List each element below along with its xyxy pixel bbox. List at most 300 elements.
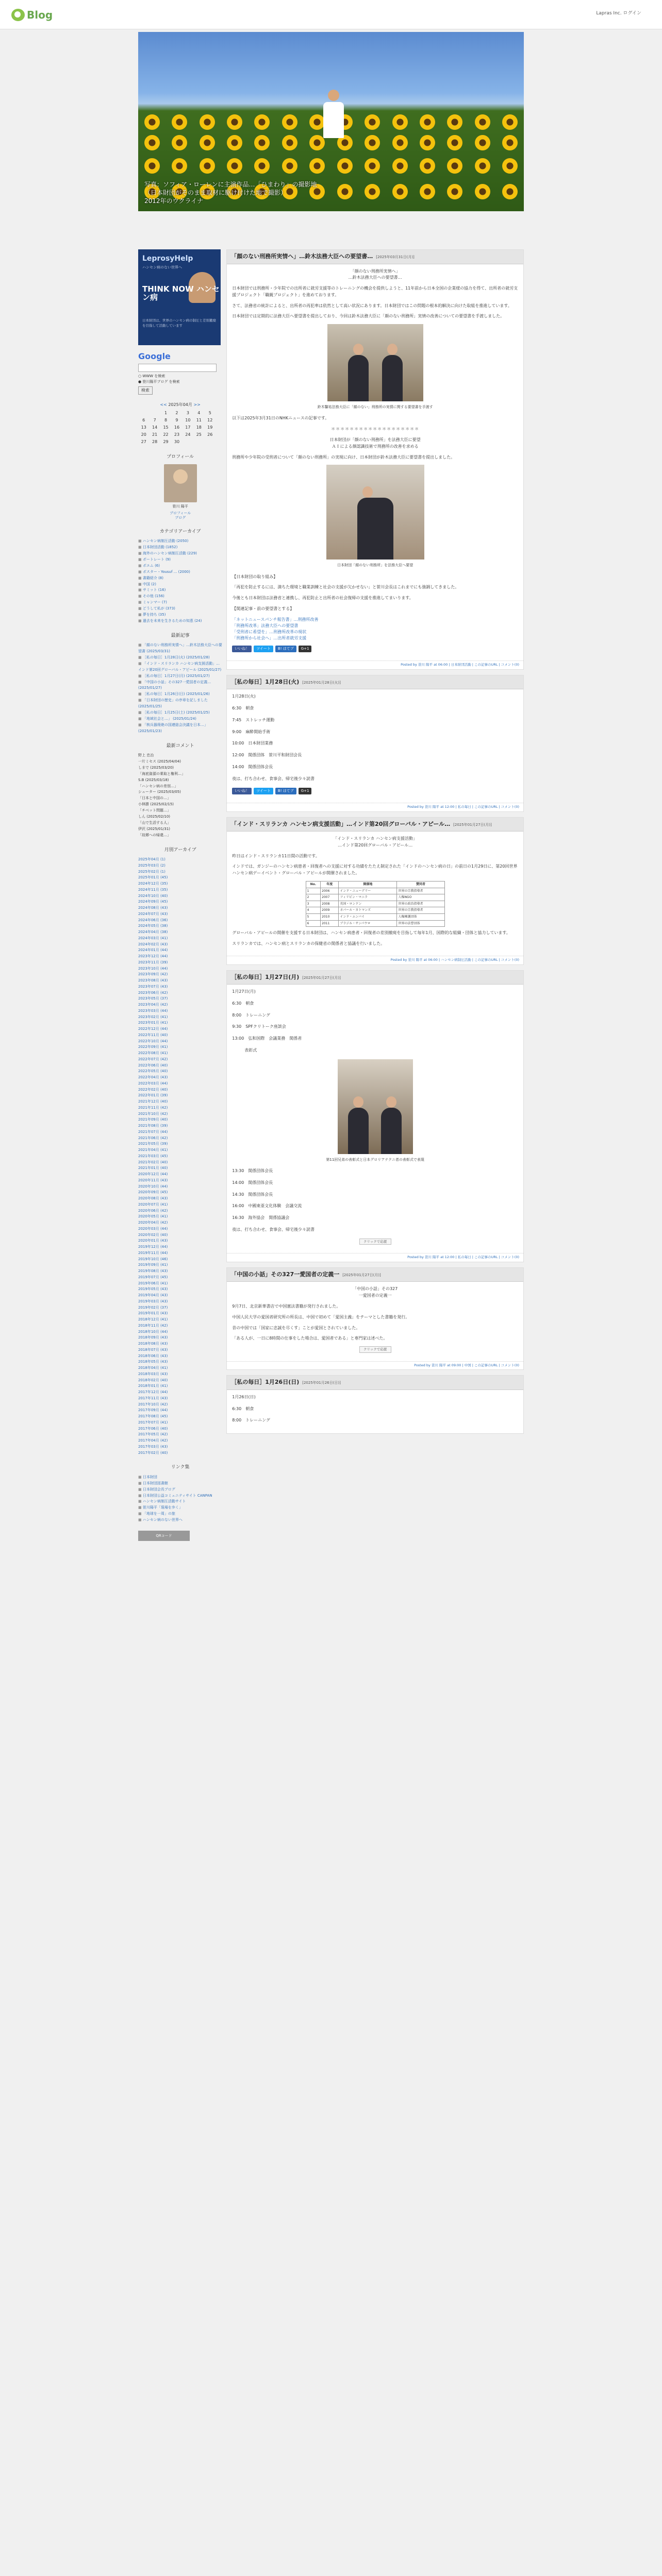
search-button[interactable]: 検索: [138, 386, 153, 395]
profile-section: [138, 454, 222, 520]
blog-logo[interactable]: [11, 7, 53, 23]
archive-item[interactable]: 2022年03月 (44): [138, 1081, 168, 1086]
post-date: [2025年01月27日(月)]: [302, 975, 341, 980]
sunflower-icon: [254, 158, 270, 174]
sunflower-icon: [337, 184, 353, 199]
category-item[interactable]: ■ サミット (16): [138, 587, 222, 594]
archive-item[interactable]: 2024年04月 (38): [138, 930, 168, 935]
post-paragraph: インドでは、ガンジーのハンセン病患者・回復者への支援に対する功績をたたえ制定された「インドのハンセン病の日」の前日の1月29日に、第20回世界ハンセン病デーイベント・グローバル・アピールが開催されました。: [232, 864, 518, 876]
site-header: [0, 0, 662, 29]
archive-item[interactable]: 2021年05月 (39): [138, 1142, 168, 1146]
category-item[interactable]: ■ ハンセン病制圧活動 (2050): [138, 538, 222, 545]
archive-item[interactable]: 2019年01月 (43): [138, 1311, 168, 1316]
search-options: [138, 374, 222, 384]
archive-item[interactable]: 2019年02月 (37): [138, 1305, 168, 1310]
archive-item[interactable]: 2022年08月 (41): [138, 1051, 168, 1056]
support-click-button[interactable]: クリックで応援: [359, 1346, 391, 1352]
category-item[interactable]: ■ 海外のハンセン病制圧活動 (229): [138, 551, 222, 557]
archive-item[interactable]: 2017年11月 (43): [138, 1396, 168, 1400]
post-title[interactable]: 「顔のない刑務所実情へ」…鈴木法務大臣への要望書… [2025年03月31日(月)]: [227, 250, 523, 264]
archive-item[interactable]: 2022年12月 (44): [138, 1027, 168, 1031]
archive-item[interactable]: 2021年12月 (40): [138, 1099, 168, 1104]
calendar: [138, 402, 222, 446]
archive-item[interactable]: 2021年07月 (44): [138, 1129, 168, 1134]
category-item[interactable]: ■ どうして私が (373): [138, 606, 222, 612]
sunflower-icon: [337, 158, 353, 174]
comment-item[interactable]: 小林勝 (2025/02/15): [138, 802, 174, 807]
recent-post-link[interactable]: ■ 「インド・スリランカ ハンセン病支援活動」…インド第20回グローバル・アピール (2025/01/27): [138, 661, 222, 673]
sunflower-icon: [200, 114, 215, 130]
archive-item[interactable]: 2020年07月 (41): [138, 1202, 168, 1207]
sunflower-icon: [392, 114, 408, 130]
search-input[interactable]: [138, 364, 217, 372]
photo-caption: 第11回兄弟の表彰式と日本グロリアテクニ者の表彰式で表現: [326, 1157, 424, 1162]
link-item[interactable]: ■ ハンセン病のない世界へ: [138, 1517, 222, 1523]
sunflower-icon: [475, 158, 490, 174]
hatena-button[interactable]: B! はてブ: [275, 646, 296, 652]
calendar-prev[interactable]: <<: [160, 402, 167, 407]
blog-post: [226, 1267, 524, 1370]
sunflower-icon: [172, 158, 187, 174]
sunflower-icon: [144, 158, 160, 174]
archive-item[interactable]: 2023年07月 (43): [138, 984, 168, 989]
archive-item[interactable]: 2023年10月 (44): [138, 966, 168, 971]
schedule-item: 13:30 関係団体会長: [232, 1168, 273, 1174]
monthly-archive: [138, 847, 222, 1456]
archive-item[interactable]: 2019年08月 (43): [138, 1269, 168, 1274]
archive-item[interactable]: 2019年06月 (41): [138, 1281, 168, 1285]
archive-item[interactable]: 2023年05月 (37): [138, 996, 168, 1001]
archive-item[interactable]: 2025年02月 (1): [138, 869, 166, 874]
calendar-week: 20 21 22 23 24 25 26: [141, 432, 213, 437]
category-item[interactable]: ■ ミャンマー (7): [138, 600, 222, 606]
leprosy-banner[interactable]: [138, 249, 221, 345]
archive-heading: 月別アーカイブ: [164, 847, 196, 853]
category-item[interactable]: ■ 夢を持ち (35): [138, 612, 222, 618]
archive-item[interactable]: 2017年09月 (44): [138, 1408, 168, 1413]
archive-item[interactable]: 2023年06月 (42): [138, 990, 168, 995]
archive-item[interactable]: 2018年10月 (44): [138, 1329, 168, 1334]
share-bar: [232, 788, 518, 794]
archive-item[interactable]: 2018年07月 (43): [138, 1347, 168, 1352]
archive-item[interactable]: 2019年07月 (45): [138, 1275, 168, 1279]
archive-item[interactable]: 2024年11月 (35): [138, 887, 168, 892]
sunflower-icon: [227, 135, 242, 150]
archive-item[interactable]: 2018年01月 (41): [138, 1384, 168, 1388]
facebook-like-button[interactable]: いいね！: [232, 646, 252, 652]
post-footer[interactable]: Posted by 笹川 陽平 at 12:00 | 私の毎日 | この記事のURL | コメント(0): [227, 803, 523, 811]
comment-item[interactable]: しん (2025/02/10): [138, 815, 171, 819]
archive-item[interactable]: 2018年04月 (41): [138, 1366, 168, 1370]
sunflower-icon: [282, 158, 297, 174]
archive-item[interactable]: 2018年12月 (41): [138, 1317, 168, 1322]
post-paragraph: グローバル・アピールの開催を支援する日本財団は、ハンセン病患者・回復者の差別撤廃を目指して毎年1月、国際的な組織・団体と協力しています。: [232, 930, 510, 936]
archive-item[interactable]: 2020年01月 (43): [138, 1239, 168, 1243]
radio-www-icon[interactable]: ○: [138, 374, 142, 378]
archive-item[interactable]: 2024年08月 (43): [138, 906, 168, 910]
archive-item[interactable]: 2017年05月 (42): [138, 1432, 168, 1437]
archive-item[interactable]: 2020年09月 (45): [138, 1190, 168, 1195]
calendar-week: 6 7 8 9 10 11 12: [142, 418, 213, 422]
recent-post-link[interactable]: ■ ［私の毎日］1月25日(土) (2025/01/25): [138, 710, 222, 716]
recent-post-link[interactable]: ■ ［私の毎日］1月27日(月) (2025/01/27): [138, 673, 222, 680]
category-item[interactable]: ■ 書籍紹介 (8): [138, 575, 222, 582]
hatena-button[interactable]: B! はてブ: [275, 788, 296, 794]
archive-item[interactable]: 2023年11月 (39): [138, 960, 168, 964]
profile-links[interactable]: プロフィール ブログ: [169, 511, 191, 520]
archive-item[interactable]: 2023年09月 (42): [138, 972, 168, 977]
related-links[interactable]: 「ネットニュースパンチ報告書」…刑務所改善 「刑務所改革」法務大臣への要望書 「受刑者に希望を」…刑務所改革の現状 「刑務所から社会へ」…出所者就労支援: [232, 617, 319, 640]
schedule-item: 夜は、打ち合わせ、食事会、帰宅後少々読書: [232, 776, 315, 781]
schedule-item: 6:30 朝食: [232, 706, 254, 711]
schedule-item: 14:30 関係団体会長: [232, 1192, 273, 1197]
tweet-button[interactable]: ツイート: [254, 646, 273, 652]
archive-item[interactable]: 2019年10月 (46): [138, 1257, 168, 1261]
archive-list: [138, 857, 222, 1456]
archive-item[interactable]: 2020年04月 (42): [138, 1221, 168, 1225]
archive-item[interactable]: 2024年09月 (45): [138, 900, 168, 904]
link-item[interactable]: ■ 「地球を一周」の旅: [138, 1511, 222, 1517]
archive-item[interactable]: 2022年05月 (40): [138, 1069, 168, 1074]
share-bar: [232, 646, 518, 652]
recent-post-link[interactable]: ■ 「日本財団の歴史」の序章を記しました (2025/01/25): [138, 698, 222, 710]
archive-item[interactable]: 2021年03月 (45): [138, 1154, 168, 1158]
calendar-header: [138, 402, 222, 408]
post-footer[interactable]: Posted by 笹川 陽平 at 12:00 | 私の毎日 | この記事のURL | コメント(0): [227, 1253, 523, 1262]
sunflower-icon: [282, 114, 297, 130]
category-item[interactable]: ■ その他 (156): [138, 594, 222, 600]
link-item[interactable]: ■ 日本財団会長ブログ: [138, 1487, 222, 1493]
archive-item[interactable]: 2019年11月 (44): [138, 1250, 168, 1255]
archive-item[interactable]: 2024年03月 (41): [138, 936, 168, 940]
sunflower-icon: [420, 158, 435, 174]
archive-item[interactable]: 2023年12月 (44): [138, 954, 168, 959]
sunflower-icon: [420, 114, 435, 130]
schedule-date: 1月27日(月): [232, 989, 256, 994]
comments-heading: 最新コメント: [166, 743, 194, 749]
blog-post: [226, 970, 524, 1262]
sidebar: [138, 249, 226, 1541]
post-title[interactable]: ［私の毎日］1月26日(日) [2025年01月26日(日)]: [227, 1376, 523, 1390]
banner-headline: THINK NOW ハンセン病: [142, 284, 220, 302]
archive-item[interactable]: 2017年03月 (43): [138, 1444, 168, 1449]
calendar-title: 2025年04月: [168, 402, 192, 407]
comment-item[interactable]: 「山で生活する人」: [138, 820, 171, 825]
comment-item[interactable]: 一片ミセス (2025/04/04): [138, 759, 181, 764]
archive-item[interactable]: 2023年03月 (44): [138, 1008, 168, 1013]
post-title[interactable]: ［私の毎日］1月27日(月) [2025年01月27日(月)]: [227, 971, 523, 985]
archive-item[interactable]: 2021年11月 (42): [138, 1105, 168, 1110]
archive-item[interactable]: 2024年01月 (44): [138, 948, 168, 953]
archive-item[interactable]: 2024年02月 (43): [138, 942, 168, 946]
sunflower-icon: [227, 158, 242, 174]
post-title[interactable]: 「インド・スリランカ ハンセン病支援活動」…インド第20回グローバル・アピール… [2025年01月27日(月)]: [227, 818, 523, 832]
calendar-week: 13 14 15 16 17 18 19: [141, 425, 213, 430]
recent-post-link[interactable]: ■ 「地域社会と…」 (2025/01/24): [138, 716, 222, 722]
post-footer[interactable]: Posted by 笹川 陽平 at 09:00 | 中国 | この記事のURL | コメント(0): [227, 1361, 523, 1370]
archive-item[interactable]: 2024年06月 (36): [138, 918, 168, 922]
link-item[interactable]: ■ 日本財団: [138, 1475, 222, 1481]
google-search: [138, 350, 222, 395]
schedule-item: 表彰式: [232, 1048, 257, 1053]
archive-item[interactable]: 2025年01月 (45): [138, 875, 168, 880]
archive-item[interactable]: 2017年12月 (44): [138, 1390, 168, 1395]
archive-item[interactable]: 2017年08月 (45): [138, 1414, 168, 1419]
recent-post-link[interactable]: ■ ［私の毎日］1月28日(火) (2025/01/28): [138, 655, 222, 661]
post-date: [2025年01月27日(月)]: [453, 822, 492, 827]
schedule-item: 14:00 関係団体会長: [232, 1180, 273, 1185]
archive-item[interactable]: 2017年04月 (42): [138, 1438, 168, 1443]
archive-item[interactable]: 2022年06月 (40): [138, 1063, 168, 1067]
post-photo: [327, 324, 423, 401]
link-item[interactable]: ■ ハンセン病制圧活動サイト: [138, 1499, 222, 1505]
sunflower-icon: [392, 135, 408, 150]
sunflower-icon: [144, 135, 160, 150]
archive-item[interactable]: 2019年12月 (44): [138, 1245, 168, 1249]
archive-item[interactable]: 2017年10月 (42): [138, 1402, 168, 1406]
photo-caption: 日本財団「顔のない刑務所」を法務大臣へ要望: [337, 563, 413, 568]
archive-item[interactable]: 2018年03月 (43): [138, 1371, 168, 1376]
post-paragraph: さて、法務省の統計によると、出所者の再犯率は依然として高い状況にあります。日本財団ではこの問題の根本的解決に向けた取組を推進しています。: [232, 303, 512, 308]
schedule-date: 1月26日(日): [232, 1394, 256, 1399]
archive-item[interactable]: 2023年01月 (41): [138, 1021, 168, 1025]
recent-posts: [138, 633, 222, 735]
schedule-item: 14:00 関係団体会長: [232, 765, 273, 770]
post-footer[interactable]: Posted by 笹川 陽平 at 06:00 | 日本財団活動 | この記事のURL | コメント(0): [227, 660, 523, 669]
banner-note: 日本財団は、世界のハンセン病の制圧と差別撤廃を目指して活動しています: [142, 318, 216, 328]
comment-item[interactable]: 「チベット問題…」: [138, 808, 171, 813]
hero-caption-line: （日本財団がそのまま取材に駆け付けた地で撮影）: [144, 189, 287, 197]
hero-caption-line: 2012年のウクライナ: [144, 197, 204, 205]
sunflower-icon: [447, 114, 462, 130]
photo-caption: 鈴木馨祐法務大臣に「顔のない」刑務所の実情に関する要望書を手渡す: [317, 405, 433, 410]
archive-item[interactable]: 2020年02月 (40): [138, 1232, 168, 1237]
sunflower-icon: [172, 114, 187, 130]
sunflower-icon: [365, 184, 380, 199]
blog-post: [226, 675, 524, 812]
archive-item[interactable]: 2020年08月 (43): [138, 1196, 168, 1201]
table-row: 2 2007 フィリピン・マニラ 人権NGO: [306, 894, 444, 901]
post-paragraph: 9月7日、北京新華書店で中国憲法書籍が発行されました。: [232, 1304, 341, 1309]
archive-item[interactable]: 2024年12月 (35): [138, 882, 168, 886]
category-item[interactable]: ■ ポエム (6): [138, 563, 222, 569]
category-item[interactable]: ■ 過去を未来を生きるための知恵 (24): [138, 618, 222, 624]
post-paragraph: 【日本財団の取り組み】: [232, 574, 278, 579]
post-footer[interactable]: Posted by 笹川 陽平 at 06:00 | ハンセン病制圧活動 | この記事のURL | コメント(0): [227, 956, 523, 964]
recent-post-link[interactable]: ■ 「顔のない刑務所実情へ」…鈴木法務大臣への要望書 (2025/03/31): [138, 642, 222, 655]
archive-item[interactable]: 2020年03月 (44): [138, 1226, 168, 1231]
post-body: [227, 832, 523, 956]
recent-post-link[interactable]: ■ ［私の毎日］1月26日(日) (2025/01/26): [138, 691, 222, 698]
archive-item[interactable]: 2021年02月 (40): [138, 1160, 168, 1164]
post-lead: 「インド・スリランカ ハンセン病支援活動」 …インド第20回グローバル・アピール…: [333, 836, 417, 848]
sunflower-icon: [365, 135, 380, 150]
google-logo: Google: [138, 351, 171, 361]
sunflower-icon: [475, 135, 490, 150]
link-item[interactable]: ■ 日本財団公益コミュニティサイト CANPAN: [138, 1493, 222, 1499]
archive-item[interactable]: 2021年09月 (40): [138, 1117, 168, 1122]
post-lead: 「顔のない刑務所実情へ」 …鈴木法務大臣への要望書…: [348, 268, 402, 280]
archive-item[interactable]: 2022年11月 (40): [138, 1032, 168, 1037]
main-content: [226, 249, 524, 1541]
archive-item[interactable]: 2025年03月 (2): [138, 863, 166, 868]
avatar[interactable]: [164, 464, 197, 502]
schedule-item: 7:45 ストレッチ運動: [232, 717, 275, 722]
sunflower-icon: [282, 135, 297, 150]
schedule-item: 夜は、打ち合わせ、食事会、帰宅後少々読書: [232, 1227, 315, 1232]
data-table: [306, 881, 445, 927]
link-item[interactable]: ■ 日本財団図書館: [138, 1481, 222, 1487]
sunflower-icon: [502, 135, 518, 150]
post-lead: 「中国の小話」その327 一愛国者の定義一: [352, 1286, 398, 1298]
archive-item[interactable]: 2019年03月 (43): [138, 1299, 168, 1303]
archive-item[interactable]: 2018年05月 (43): [138, 1360, 168, 1364]
calendar-next[interactable]: >>: [193, 402, 201, 407]
archive-item[interactable]: 2020年10月 (44): [138, 1184, 168, 1189]
archive-item[interactable]: 2024年10月 (40): [138, 893, 168, 898]
archive-item[interactable]: 2018年02月 (40): [138, 1378, 168, 1382]
post-date: [2025年03月31日(月)]: [376, 255, 415, 259]
tweet-button[interactable]: ツイート: [254, 788, 273, 794]
archive-item[interactable]: 2018年06月 (43): [138, 1353, 168, 1358]
post-photo: [338, 1059, 413, 1154]
archive-item[interactable]: 2022年09月 (41): [138, 1045, 168, 1049]
support-click-button[interactable]: クリックで応援: [359, 1239, 391, 1245]
archive-item[interactable]: 2017年07月 (41): [138, 1420, 168, 1425]
category-item[interactable]: ■ ポスター・Yousuf ... (2000): [138, 569, 222, 575]
search-option-www: WWW を検索: [142, 374, 166, 378]
gplus-button[interactable]: G+1: [299, 788, 312, 794]
sidebar-badge[interactable]: QRコード: [138, 1531, 190, 1541]
profile-name: 笹川 陽平: [172, 504, 188, 509]
archive-item[interactable]: 2019年09月 (41): [138, 1263, 168, 1267]
radio-blog-icon[interactable]: ●: [138, 379, 142, 384]
search-option-blog: 笹川陽平ブログ を検索: [142, 379, 180, 384]
logo-mark-icon: [11, 9, 25, 21]
schedule-item: 8:00 トレーニング: [232, 1012, 271, 1018]
recent-comments: [138, 743, 222, 839]
hero-caption: [144, 180, 317, 206]
archive-item[interactable]: 2022年01月 (39): [138, 1093, 168, 1098]
archive-item[interactable]: 2020年12月 (44): [138, 1172, 168, 1177]
archive-item[interactable]: 2022年10月 (44): [138, 1039, 168, 1043]
archive-item[interactable]: 2017年06月 (40): [138, 1426, 168, 1431]
post-photo: [326, 465, 424, 560]
post-paragraph: 昨日はインド・スリランカ11日間の活動です。: [232, 853, 320, 858]
post-date: [2025年01月28日(火)]: [302, 680, 341, 685]
sunflower-icon: [392, 158, 408, 174]
archive-item[interactable]: 2020年11月 (43): [138, 1178, 168, 1182]
archive-item[interactable]: 2018年08月 (43): [138, 1342, 168, 1346]
category-item[interactable]: ■ ポートレート (9): [138, 557, 222, 563]
sunflower-icon: [254, 135, 270, 150]
archive-item[interactable]: 2025年04月 (1): [138, 857, 166, 862]
links-heading: リンク集: [171, 1465, 190, 1470]
recent-list: [138, 642, 222, 734]
page-container: [138, 32, 524, 1541]
archive-item[interactable]: 2022年04月 (43): [138, 1075, 168, 1080]
archive-item[interactable]: 2023年04月 (42): [138, 1003, 168, 1007]
sunflower-icon: [420, 135, 435, 150]
schedule-item: 8:00 トレーニング: [232, 1418, 271, 1423]
archive-item[interactable]: 2024年07月 (43): [138, 911, 168, 916]
post-divider: ＊＊＊＊＊＊＊＊＊＊＊＊＊＊＊＊＊＊＊: [331, 427, 420, 432]
post-paragraph: 刑務所や少年院の受刑者について「顔のない刑務所」の実現に向け、日本財団が鈴木法務大臣に要望書を提出しました。: [232, 454, 455, 460]
table-row: 4 2009 ネパール・カトマンズ 世界の宗教指導者: [306, 907, 444, 914]
facebook-like-button[interactable]: いいね！: [232, 788, 252, 794]
schedule-item: 10:00 日本財団業務: [232, 741, 273, 746]
recent-post-link[interactable]: ■ 「中国の小話」その327一愛国者の定義… (2025/01/27): [138, 680, 222, 692]
calendar-week: 27 28 29 30: [141, 439, 180, 444]
blog-post: [226, 817, 524, 965]
archive-item[interactable]: 2017年02月 (40): [138, 1450, 168, 1455]
archive-item[interactable]: 2020年05月 (41): [138, 1214, 168, 1219]
table-row: 3 2008 英国・ロンドン 世界の政治指導者: [306, 901, 444, 907]
comment-item[interactable]: 「故郷への帰還…」: [138, 833, 171, 837]
archive-item[interactable]: 2020年06月 (42): [138, 1208, 168, 1213]
link-item[interactable]: ■ 笹川陽平「現場を歩く」: [138, 1505, 222, 1511]
comment-item[interactable]: シューター (2025/03/05): [138, 790, 181, 794]
category-item[interactable]: ■ 日本財団活動 (1852): [138, 545, 222, 551]
post-paragraph: 今後とも日本財団は法務省と連携し、再犯防止と出所者の社会復帰の支援を推進してまいります。: [232, 596, 413, 601]
archive-item[interactable]: 2023年02月 (41): [138, 1014, 168, 1019]
related-heading: 【関連記事・前の要望書とする】: [232, 606, 294, 612]
sunflower-icon: [447, 135, 462, 150]
links-section: [138, 1464, 222, 1523]
archive-item[interactable]: 2019年05月 (43): [138, 1287, 168, 1292]
post-paragraph: 「再犯を防止するには、満ちた環境と職業訓練と社会の支援が欠かせない」と笹川会長はこれまでにも強調してきました。: [232, 585, 459, 590]
post-paragraph: 中国人民大学の愛国者研究所の所長は、中国で初めて「愛国主義」をテーマとした書籍を発行。: [232, 1314, 410, 1319]
post-title[interactable]: 「中国の小話」その327一愛国者の定義一 [2025年01月27日(月)]: [227, 1268, 523, 1282]
recent-post-link[interactable]: ■ 「核兵器廃絶の国連総会決議を日本…」 (2025/01/23): [138, 722, 222, 735]
archive-item[interactable]: 2023年08月 (43): [138, 978, 168, 983]
post-title[interactable]: ［私の毎日］1月28日(火) [2025年01月28日(火)]: [227, 675, 523, 690]
comment-item[interactable]: 「ハンセン病の差別…」: [138, 784, 178, 788]
archive-item[interactable]: 2024年05月 (38): [138, 924, 168, 928]
archive-item[interactable]: 2021年08月 (39): [138, 1124, 168, 1128]
archive-item[interactable]: 2021年04月 (41): [138, 1148, 168, 1153]
post-paragraph: 以下は2025年3月31日のNHKニュースの記事です。: [232, 416, 329, 421]
sunflower-icon: [200, 135, 215, 150]
archive-item[interactable]: 2021年06月 (42): [138, 1136, 168, 1140]
calendar-grid: [138, 410, 216, 446]
hero-caption-line: 写真：ソフィア・ローレンに主演作品…「ひまわり」の撮影地: [144, 181, 317, 188]
archive-item[interactable]: 2021年10月 (42): [138, 1111, 168, 1116]
comment-item[interactable]: 野上 忠治: [138, 753, 154, 758]
archive-item[interactable]: 2018年11月 (42): [138, 1323, 168, 1328]
comment-item[interactable]: 伊沢 (2025/01/31): [138, 826, 171, 831]
hero-person: [320, 90, 347, 151]
table-row: 1 2006 インド・ニューデリー 世界の宗教指導者: [306, 888, 444, 894]
archive-item[interactable]: 2022年07月 (42): [138, 1057, 168, 1061]
archive-item[interactable]: 2022年02月 (40): [138, 1087, 168, 1092]
comment-item[interactable]: 「日本と中国の…」: [138, 796, 171, 801]
comment-item[interactable]: S.B (2025/03/18): [138, 777, 169, 782]
link-list: [138, 1475, 222, 1523]
top-nav[interactable]: Lapras Inc. ログイン: [596, 11, 641, 16]
sunflower-icon: [447, 184, 462, 199]
category-item[interactable]: ■ 中国 (2): [138, 582, 222, 588]
comment-item[interactable]: 「海底資源の乗取と権利…」: [138, 771, 185, 776]
category-heading: カテゴリアーカイブ: [159, 529, 201, 534]
archive-item[interactable]: 2021年01月 (40): [138, 1166, 168, 1171]
sunflower-icon: [200, 158, 215, 174]
archive-item[interactable]: 2018年09月 (43): [138, 1335, 168, 1340]
table-header-row: No. 年度 開催地 賛同者: [306, 882, 444, 888]
comment-item[interactable]: しまで (2025/03/20): [138, 765, 174, 770]
gplus-button[interactable]: G+1: [299, 646, 312, 652]
archive-item[interactable]: 2019年04月 (43): [138, 1293, 168, 1298]
